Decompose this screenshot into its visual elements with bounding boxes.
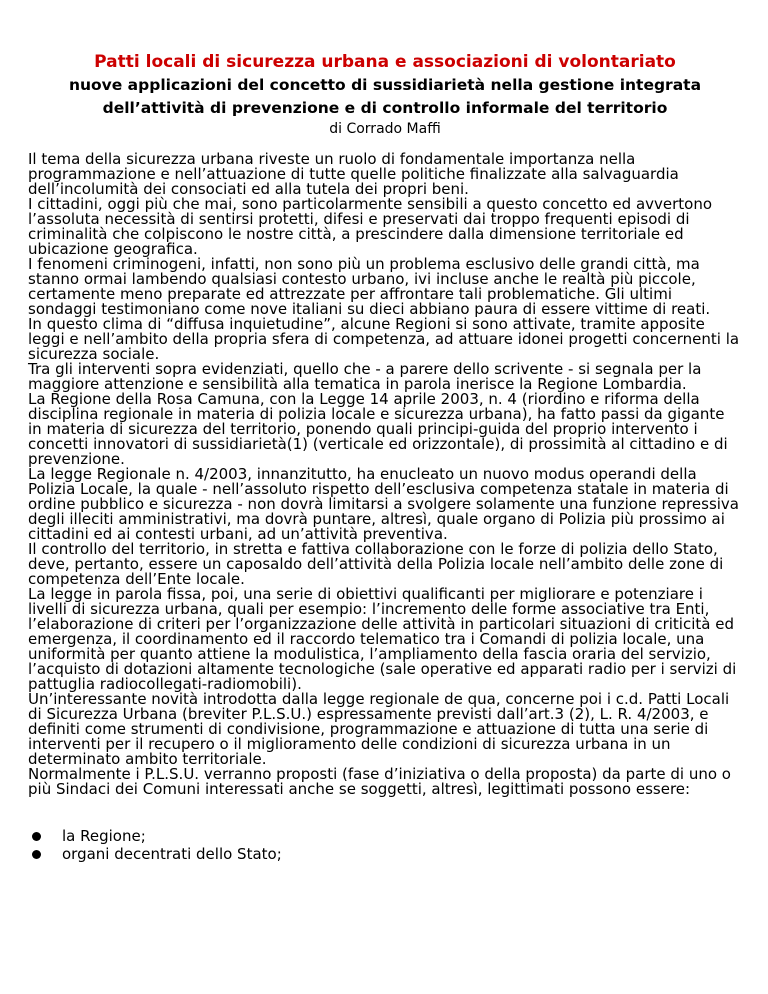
bullet-list xyxy=(28,827,742,863)
list-item-text: la Regione; xyxy=(62,827,146,845)
document-body xyxy=(28,152,742,797)
paragraph: La legge Regionale n. 4/2003, innanzitutto, ha enucleato un nuovo modus operandi della Polizia Locale, la quale - nell’assoluto rispetto dell’esclusiva competenza statale in materia di ordine pubblico e sicurezza - non dovrà limitarsi a svolgere solamente una funzione repressiva degli illeciti amministrativi, ma dovrà puntare, altresì, quale organo di Polizia più prossimo ai cittadini ed ai contesti urbani, ad un’attività preventiva. xyxy=(28,465,739,543)
bullet-dot-icon xyxy=(32,850,41,859)
paragraph: Normalmente i P.L.S.U. verranno proposti (fase d’iniziativa o della proposta) da parte di uno o più Sindaci dei Comuni interessati anche se soggetti, altresì, legittimati possono essere: xyxy=(28,765,731,798)
document-subtitle: nuove applicazioni del concetto di sussidiarietà nella gestione integrata dell’attività di prevenzione e di controllo informale del territorio xyxy=(68,76,702,117)
list-item xyxy=(28,845,742,863)
paragraph: I cittadini, oggi più che mai, sono particolarmente sensibili a questo concetto ed avvertono l’assoluta necessità di sentirsi protetti, difesi e preservati dai troppo frequenti episodi di criminalità che colpiscono le nostre città, a prescindere dalla dimensione territoriale ed ubicazione geografica. xyxy=(28,195,713,258)
paragraph: In questo clima di “diffusa inquietudine”, alcune Regioni si sono attivate, tramite apposite leggi e nell’ambito della propria sfera di competenza, ad attuare idonei progetti concernenti la sicurezza sociale. xyxy=(28,315,740,363)
paragraph: Il tema della sicurezza urbana riveste un ruolo di fondamentale importanza nella programmazione e nell’attuazione di tutte quelle politiche finalizzate alla salvaguardia dell’incolumità dei consociati ed alla tutela dei propri beni. xyxy=(28,150,679,198)
paragraph: La legge in parola fissa, poi, una serie di obiettivi qualificanti per migliorare e potenziare i livelli di sicurezza urbana, quali per esempio: l’incremento delle forme associative tra Enti, l’elaborazione di criteri per l’organizzazione delle attività in particolari situazioni di criticità ed emergenza, il coordinamento ed il raccordo telematico tra i Comandi di polizia locale, una uniformità per quanto attiene la modulistica, l’ampliamento della fascia oraria del servizio, l’acquisto di dotazioni altamente tecnologiche (sale operative ed apparati radio per i servizi di pattuglia radiocollegati-radiomobili). xyxy=(28,585,737,693)
document-title: Patti locali di sicurezza urbana e associazioni di volontariato xyxy=(94,52,676,72)
paragraph: Il controllo del territorio, in stretta e fattiva collaborazione con le forze di polizia dello Stato, deve, pertanto, essere un caposaldo dell’attività della Polizia locale nell’ambito delle zone di competenza dell’Ente locale. xyxy=(28,540,724,588)
author-line: di Corrado Maffi xyxy=(329,121,441,137)
list-item-text: organi decentrati dello Stato; xyxy=(62,845,282,863)
paragraph: La Regione della Rosa Camuna, con la Legge 14 aprile 2003, n. 4 (riordino e riforma della disciplina regionale in materia di polizia locale e sicurezza urbana), ha fatto passi da gigante in materia di sicurezza del territorio, ponendo quali principi-guida del proprio intervento i concetti innovatori di sussidiarietà(1) (verticale ed orizzontale), di prossimità al cittadino e di prevenzione. xyxy=(28,390,728,468)
paragraph: Un’interessante novità introdotta dalla legge regionale de qua, concerne poi i c.d. Patti Locali di Sicurezza Urbana (breviter P.L.S.U.) espressamente previsti dall’art.3 (2), L. R. 4/2003, e definiti come strumenti di condivisione, programmazione e attuazione di tutta una serie di interventi per il recupero o il miglioramento delle condizioni di sicurezza urbana in un determinato ambito territoriale. xyxy=(28,690,730,768)
bullet-dot-icon xyxy=(32,832,41,841)
paragraph: I fenomeni criminogeni, infatti, non sono più un problema esclusivo delle grandi città, ma stanno ormai lambendo qualsiasi contesto urbano, ivi incluse anche le realtà più piccole, certamente meno preparate ed attrezzate per affrontare tali problematiche. Gli ultimi sondaggi testimoniano come nove italiani su dieci abbiano paura di essere vittime di reati. xyxy=(28,255,711,318)
list-item xyxy=(28,827,742,845)
paragraph: Tra gli interventi sopra evidenziati, quello che - a parere dello scrivente - si segnala per la maggiore attenzione e sensibilità alla tematica in parola inerisce la Regione Lombardia. xyxy=(28,360,702,393)
